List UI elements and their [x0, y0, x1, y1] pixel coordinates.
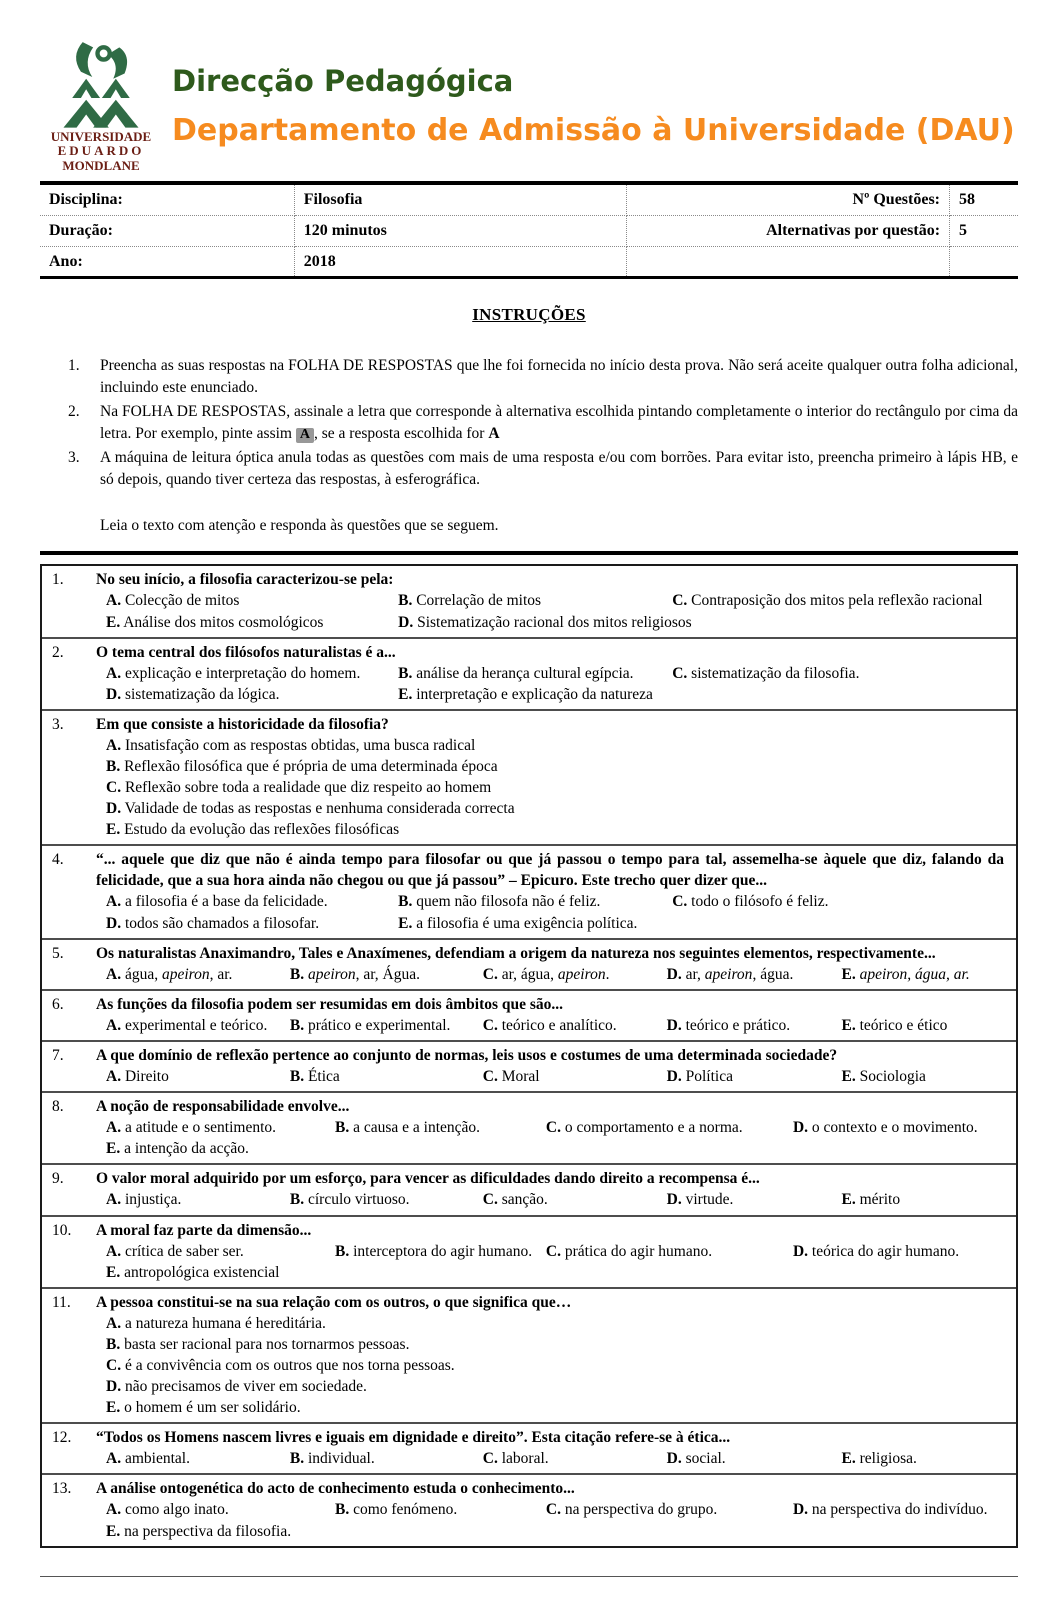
answer-option-a: A. a natureza humana é hereditária. [106, 1314, 326, 1332]
question-row [42, 1473, 1016, 1545]
instructions-list [68, 355, 1018, 491]
answer-option-d: D. teórica do agir humano. [792, 1242, 960, 1260]
instruction-number: 3. [68, 449, 80, 467]
uem-logo-icon [53, 40, 149, 128]
answer-option-c: C. Moral [482, 1068, 540, 1086]
answer-option-e: E. mérito [841, 1191, 901, 1209]
answer-option-e: E. teórico e ético [841, 1016, 948, 1034]
option-row [96, 663, 1010, 684]
info-row [40, 247, 1018, 278]
instruction-item [68, 355, 1018, 399]
question-row [42, 989, 1016, 1040]
option-row [96, 1521, 1010, 1542]
university-name [40, 130, 162, 173]
answer-option-a: A. ambiental. [106, 1450, 190, 1468]
question-text: A noção de responsabilidade envolve... [96, 1098, 350, 1116]
answer-option-c: C. laboral. [482, 1450, 549, 1468]
instruction-text: A máquina de leitura óptica anula todas as questões com mais de uma resposta e/ou com borrões. Para evitar isto, preencha primeiro à lápis HB, e só depois, quando tiver certeza das respostas, à esferográfica. [100, 449, 1018, 489]
answer-option-d: D. o contexto e o movimento. [792, 1119, 978, 1137]
question-row [42, 637, 1016, 709]
info-value: Filosofia [294, 185, 627, 216]
answer-option-c: C. teórico e analítico. [482, 1016, 617, 1034]
answer-option-e: E. a filosofia é uma exigência política. [398, 914, 638, 932]
question-text: As funções da filosofia podem ser resumidas em dois âmbitos que são... [96, 995, 564, 1013]
option-row [96, 1397, 1010, 1418]
option-row [96, 798, 1010, 819]
info-value: 120 minutos [294, 216, 627, 247]
university-name-line: EDUARDO [57, 143, 145, 159]
answer-option-c: C. prática do agir humano. [545, 1242, 713, 1260]
info-row [40, 185, 1018, 216]
answer-option-e: E. Análise dos mitos cosmológicos [106, 613, 324, 631]
answer-option-b: B. basta ser racional para nos tornarmos pessoas. [106, 1335, 410, 1353]
option-row [96, 1499, 1010, 1520]
option-row [96, 1262, 1010, 1283]
info-value: 58 [950, 185, 1018, 216]
question-body [96, 1096, 1010, 1159]
questions-table [40, 564, 1018, 1547]
answer-option-d: D. social. [666, 1450, 726, 1468]
info-label [627, 247, 950, 278]
answer-option-e: E. Sociologia [841, 1068, 926, 1086]
question-body [96, 1292, 1010, 1418]
answer-option-c: C. o comportamento e a norma. [545, 1119, 743, 1137]
instruction-number: 2. [68, 403, 80, 421]
question-body [96, 642, 1010, 705]
answer-option-d: D. sistematização da lógica. [106, 685, 280, 703]
option-row [96, 1334, 1010, 1355]
question-row [42, 1163, 1016, 1214]
answer-option-a: A. crítica de saber ser. [106, 1242, 244, 1260]
answer-option-c: C. ar, água, apeiron. [482, 965, 610, 983]
info-label: Ano: [40, 247, 294, 278]
lead-text: Leia o texto com atenção e responda às questões que se seguem. [100, 517, 499, 535]
question-number: 12. [52, 1429, 72, 1447]
answer-option-d: D. Sistematização racional dos mitos religiosos [398, 613, 692, 631]
answer-option-e: E. Estudo da evolução das reflexões filosóficas [106, 821, 400, 839]
question-row [42, 938, 1016, 989]
question-body [96, 1045, 1010, 1087]
question-number: 7. [52, 1046, 64, 1064]
answer-option-d: D. virtude. [666, 1191, 734, 1209]
question-number: 2. [52, 643, 64, 661]
instruction-item [68, 447, 1018, 491]
question-body [96, 714, 1010, 840]
question-row [42, 566, 1016, 636]
answer-option-a: A. água, apeiron, ar. [106, 965, 233, 983]
answer-option-d: D. todos são chamados a filosofar. [106, 914, 320, 932]
answer-option-e: E. antropológica existencial [106, 1263, 280, 1281]
question-number: 11. [52, 1293, 71, 1311]
answer-option-e: E. interpretação e explicação da natureza [398, 685, 653, 703]
answer-option-b: B. análise da herança cultural egípcia. [398, 664, 634, 682]
question-number: 4. [52, 851, 64, 869]
answer-option-a: A. Colecção de mitos [106, 592, 240, 610]
question-body [96, 1168, 1010, 1210]
question-row [42, 1287, 1016, 1422]
header-subtitle: Departamento de Admissão à Universidade (DAU) [172, 112, 1015, 148]
answer-option-a: A. como algo inato. [106, 1501, 229, 1519]
info-value: 5 [950, 216, 1018, 247]
answer-option-a: A. experimental e teórico. [106, 1016, 268, 1034]
option-row [96, 1448, 1010, 1469]
question-number: 3. [52, 715, 64, 733]
question-text: A que domínio de reflexão pertence ao conjunto de normas, leis usos e costumes de uma determinada sociedade? [96, 1046, 838, 1064]
option-row [96, 1313, 1010, 1334]
answer-option-b: B. círculo virtuoso. [289, 1191, 410, 1209]
answer-option-d: D. não precisamos de viver em sociedade. [106, 1378, 367, 1396]
info-label: Disciplina: [40, 185, 294, 216]
answer-option-e: E. religiosa. [841, 1450, 917, 1468]
option-row [96, 1117, 1010, 1138]
question-text: O tema central dos filósofos naturalistas é a... [96, 643, 396, 661]
info-row [40, 216, 1018, 247]
option-row [96, 1189, 1010, 1210]
option-row [96, 913, 1010, 934]
question-row [42, 1422, 1016, 1473]
question-text: A análise ontogenética do acto de conhecimento estuda o conhecimento... [96, 1480, 575, 1498]
option-row [96, 777, 1010, 798]
question-row [42, 709, 1016, 844]
university-logo-block [40, 40, 162, 173]
answer-option-c: C. sistematização da filosofia. [672, 664, 860, 682]
question-number: 8. [52, 1098, 64, 1116]
instructions-heading: INSTRUÇÕES [472, 305, 586, 325]
answer-option-a: A. a atitude e o sentimento. [106, 1119, 277, 1137]
answer-option-c: C. na perspectiva do grupo. [545, 1501, 718, 1519]
question-body [96, 1220, 1010, 1283]
option-row [96, 756, 1010, 777]
answer-option-b: B. prático e experimental. [289, 1016, 451, 1034]
answer-option-d: D. Política [666, 1068, 733, 1086]
option-row [96, 1241, 1010, 1262]
answer-option-d: D. teórico e prático. [666, 1016, 791, 1034]
question-body [96, 1427, 1010, 1469]
answer-option-e: E. o homem é um ser solidário. [106, 1399, 301, 1417]
answer-option-e: E. a intenção da acção. [106, 1140, 249, 1158]
exam-info-table [40, 185, 1018, 280]
option-row [96, 590, 1010, 611]
info-value [950, 247, 1018, 278]
option-row [96, 735, 1010, 756]
university-name-line: UNIVERSIDADE [50, 129, 152, 144]
question-body [96, 943, 1010, 985]
question-body [96, 569, 1010, 632]
answer-option-e: E. apeiron, água, ar. [841, 965, 970, 983]
option-row [96, 891, 1010, 912]
question-text: Os naturalistas Anaximandro, Tales e Anaxímenes, defendiam a origem da natureza nos seguintes elementos, respectivamente... [96, 944, 936, 962]
answer-option-b: B. Correlação de mitos [398, 592, 542, 610]
question-text: A moral faz parte da dimensão... [96, 1221, 312, 1239]
double-rule [40, 551, 1018, 555]
question-text: “... aquele que diz que não é ainda tempo para filosofar ou que já passou o tempo para tal, assemelha-se àquele que diz, falando da felicidade, que a sua hora ainda não chegou ou que já passou” – Epicuro. Este trecho quer dizer que... [96, 851, 1004, 890]
info-value: 2018 [294, 247, 627, 278]
option-row [96, 684, 1010, 705]
instruction-text: Preencha as suas respostas na FOLHA DE RESPOSTAS que lhe foi fornecida no início desta prova. Não será aceite qualquer outra folha adicional, incluindo este enunciado. [100, 357, 1018, 397]
option-row [96, 1066, 1010, 1087]
answer-option-b: B. Ética [289, 1068, 340, 1086]
question-number: 5. [52, 944, 64, 962]
answer-option-d: D. na perspectiva do indivíduo. [792, 1501, 988, 1519]
instruction-text: Na FOLHA DE RESPOSTAS, assinale a letra que corresponde à alternativa escolhida pintando completamente o interior do rectângulo por cima da letra. Por exemplo, pinte assim A , se a resposta escolhida for A [100, 403, 1018, 443]
header [40, 40, 1018, 173]
option-row [96, 819, 1010, 840]
answer-option-b: B. como fenómeno. [334, 1501, 458, 1519]
footer-rule [40, 1576, 1018, 1577]
answer-option-a: A. Insatisfação com as respostas obtidas, uma busca radical [106, 736, 476, 754]
header-titles [162, 40, 1015, 147]
option-row [96, 964, 1010, 985]
question-row [42, 1091, 1016, 1163]
question-number: 9. [52, 1170, 64, 1188]
question-number: 10. [52, 1221, 72, 1239]
instruction-number: 1. [68, 357, 80, 375]
question-body [96, 994, 1010, 1036]
answer-option-a: A. Direito [106, 1068, 169, 1086]
answer-option-b: B. apeiron, ar, Água. [289, 965, 420, 983]
option-row [96, 612, 1010, 633]
answer-option-e: E. na perspectiva da filosofia. [106, 1522, 292, 1540]
option-row [96, 1138, 1010, 1159]
answer-option-b: B. a causa e a intenção. [334, 1119, 481, 1137]
info-label: Nº Questões: [627, 185, 950, 216]
question-text: O valor moral adquirido por um esforço, para vencer as dificuldades dando direito a recompensa é... [96, 1170, 760, 1188]
question-number: 6. [52, 995, 64, 1013]
answer-option-b: B. interceptora do agir humano. [334, 1242, 533, 1260]
answer-option-d: D. Validade de todas as respostas e nenhuma considerada correcta [106, 800, 515, 818]
question-text: Em que consiste a historicidade da filosofia? [96, 715, 389, 733]
header-title: Direcção Pedagógica [172, 64, 514, 98]
instruction-item [68, 401, 1018, 445]
painted-answer-example: A [296, 428, 314, 443]
answer-option-c: C. sanção. [482, 1191, 548, 1209]
answer-option-b: B. quem não filosofa não é feliz. [398, 893, 601, 911]
answer-option-b: B. individual. [289, 1450, 375, 1468]
answer-option-a: A. injustiça. [106, 1191, 182, 1209]
option-row [96, 1015, 1010, 1036]
question-row [42, 1215, 1016, 1287]
option-row [96, 1376, 1010, 1397]
answer-option-d: D. ar, apeiron, água. [666, 965, 794, 983]
question-text: A pessoa constitui-se na sua relação com os outros, o que significa que… [96, 1293, 572, 1311]
question-number: 1. [52, 571, 64, 589]
answer-option-b: B. Reflexão filosófica que é própria de uma determinada época [106, 758, 498, 776]
question-body [96, 1478, 1010, 1541]
question-text: No seu início, a filosofia caracterizou-se pela: [96, 571, 394, 589]
answer-option-c: C. é a convivência com os outros que nos torna pessoas. [106, 1356, 455, 1374]
option-row [96, 1355, 1010, 1376]
answer-option-c: C. Reflexão sobre toda a realidade que diz respeito ao homem [106, 779, 492, 797]
info-label: Duração: [40, 216, 294, 247]
university-name-line: MONDLANE [62, 157, 140, 173]
answer-option-c: C. todo o filósofo é feliz. [672, 893, 829, 911]
answer-option-a: A. explicação e interpretação do homem. [106, 664, 361, 682]
answer-option-c: C. Contraposição dos mitos pela reflexão racional [672, 592, 983, 610]
question-text: “Todos os Homens nascem livres e iguais em dignidade e direito”. Esta citação refere-se à ética... [96, 1429, 731, 1447]
question-row [42, 844, 1016, 937]
answer-option-a: A. a filosofia é a base da felicidade. [106, 893, 328, 911]
question-body [96, 849, 1010, 933]
question-number: 13. [52, 1480, 72, 1498]
question-row [42, 1040, 1016, 1091]
info-label: Alternativas por questão: [627, 216, 950, 247]
